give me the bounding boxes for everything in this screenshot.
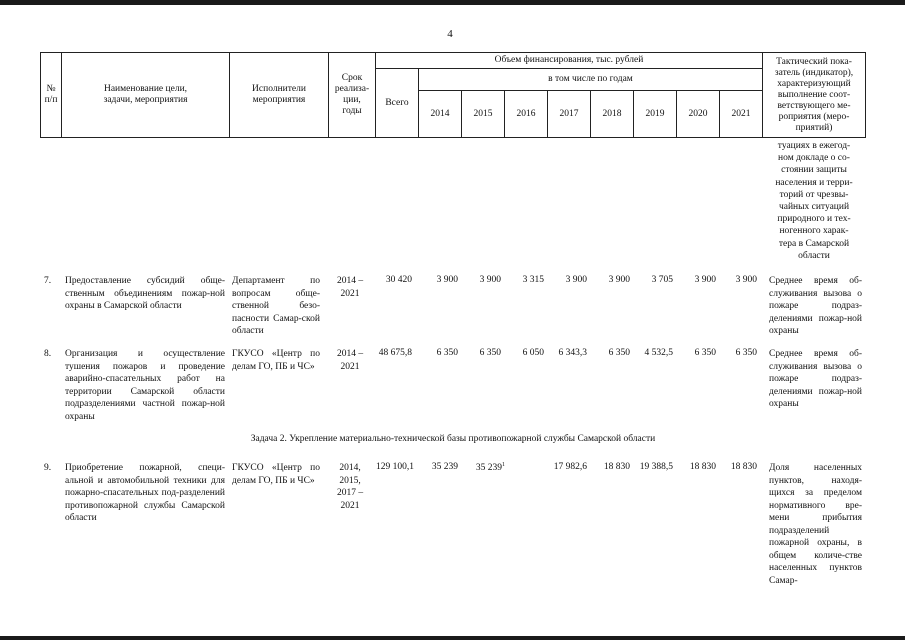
row-number: 9. (44, 463, 52, 473)
row-indicator: Среднее время об-служивания вызова о пожаре подраз-делениями пожар-ной охраны (769, 349, 862, 409)
row-year-value: 18 830 (689, 462, 716, 472)
row-year-value: 3 900 (608, 275, 630, 285)
row-total: 48 675,8 (378, 348, 412, 358)
row-name: Предоставление субсидий обще-ственным объединениям пожар-ной охраны в Самарской области (65, 276, 225, 311)
row-year-value: 3 315 (522, 275, 544, 285)
row-total: 30 420 (385, 275, 412, 285)
row-year-value: 3 705 (651, 275, 673, 285)
row-name: Приобретение пожарной, специ-альной и автомобильной техники для пожарно-спасательных под-разделений противопожарной службы Самарской области (65, 463, 225, 523)
row-executor: ГКУСО «Центр по делам ГО, ПБ и ЧС» (232, 349, 320, 372)
row-year-value: 6 350 (735, 348, 757, 358)
row-year-value: 18 830 (603, 462, 630, 472)
footnote-mark: 1 (502, 462, 505, 468)
row-year-value: 6 343,3 (558, 348, 587, 358)
row-name: Организация и осуществление тушения пожаров и проведение аварийно-спасательных работ на территории Самарской области подразделениями частной пожар-ной охраны (65, 349, 225, 422)
row-year-value: 6 350 (608, 348, 630, 358)
row-year-value: 35 239 (431, 462, 458, 472)
row-year-value: 35 $239^1$ (475, 462, 505, 474)
header-year: 2018 (602, 108, 622, 119)
header-num: № п/п (44, 84, 58, 105)
header-year: 2020 (688, 108, 708, 119)
task-2-title: Задача 2. Укрепление материально-технической базы противопожарной службы Самарской области (250, 434, 656, 444)
row-year-value: 3 900 (436, 275, 458, 285)
row-executor: Департамент по вопросам обще-ственной безо-пасности Самар-ской области (232, 276, 320, 336)
page-number: 4 (447, 28, 453, 40)
header-total: Всего (385, 97, 409, 108)
header-year: 2015 (473, 108, 493, 119)
row-year-value: 3 900 (565, 275, 587, 285)
header-executors: Исполнители мероприятия (252, 84, 306, 105)
header-year: 2016 (516, 108, 536, 119)
row-total: 129 100,1 (376, 462, 414, 472)
indicator-continuation: туациях в ежегод- ном докладе о со- стоянии защиты населения и терри- торий от чрезвы- чайных ситуаций природного и тех- ногенного харак- тера в Самарской области (775, 141, 853, 261)
header-name: Наименование цели, задачи, мероприятия (103, 84, 188, 105)
header-year: 2019 (645, 108, 665, 119)
row-year-value: 3 900 (479, 275, 501, 285)
header-financing: Объем финансирования, тыс. рублей (494, 55, 644, 65)
row-term: 2014, 2015, 2017 – 2021 (336, 463, 364, 511)
header-year: 2017 (559, 108, 579, 119)
header-year: 2014 (430, 108, 450, 119)
row-number: 7. (44, 276, 52, 286)
row-year-value: 6 350 (694, 348, 716, 358)
row-term: 2014 – 2021 (336, 349, 364, 372)
row-year-value: 4 532,5 (644, 348, 673, 358)
top-border (0, 0, 905, 5)
row-executor: ГКУСО «Центр по делам ГО, ПБ и ЧС» (232, 463, 320, 486)
row-year-value: 3 900 (735, 275, 757, 285)
header-term: Срок реализа- ции, годы (334, 73, 370, 116)
row-indicator: Среднее время об-служивания вызова о пожаре подраз-делениями пожар-ной охраны (769, 276, 862, 336)
row-number: 8. (44, 349, 52, 359)
row-indicator: Доля населенных пунктов, находя-щихся за пределом нормативного вре-мени прибытия подразделений пожарной охраны, в общем количе-стве населенных пунктов Самар- (769, 463, 862, 586)
row-year-value: 17 982,6 (553, 462, 587, 472)
row-year-value: 19 388,5 (639, 462, 673, 472)
table-header (40, 52, 866, 138)
header-indicator: Тактический пока- затель (индикатор), характеризующий выполнение соот- ветствующего ме- роприятия (меро- приятий) (774, 56, 854, 133)
row-year-value: 6 350 (479, 348, 501, 358)
row-year-value: 3 900 (694, 275, 716, 285)
row-term: 2014 – 2021 (336, 276, 364, 299)
bottom-border (0, 636, 905, 640)
header-by-years: в том числе по годам (548, 74, 633, 84)
header-year: 2021 (731, 108, 751, 119)
row-year-value: 6 350 (436, 348, 458, 358)
row-year-value: 6 050 (522, 348, 544, 358)
row-year-value: 18 830 (730, 462, 757, 472)
